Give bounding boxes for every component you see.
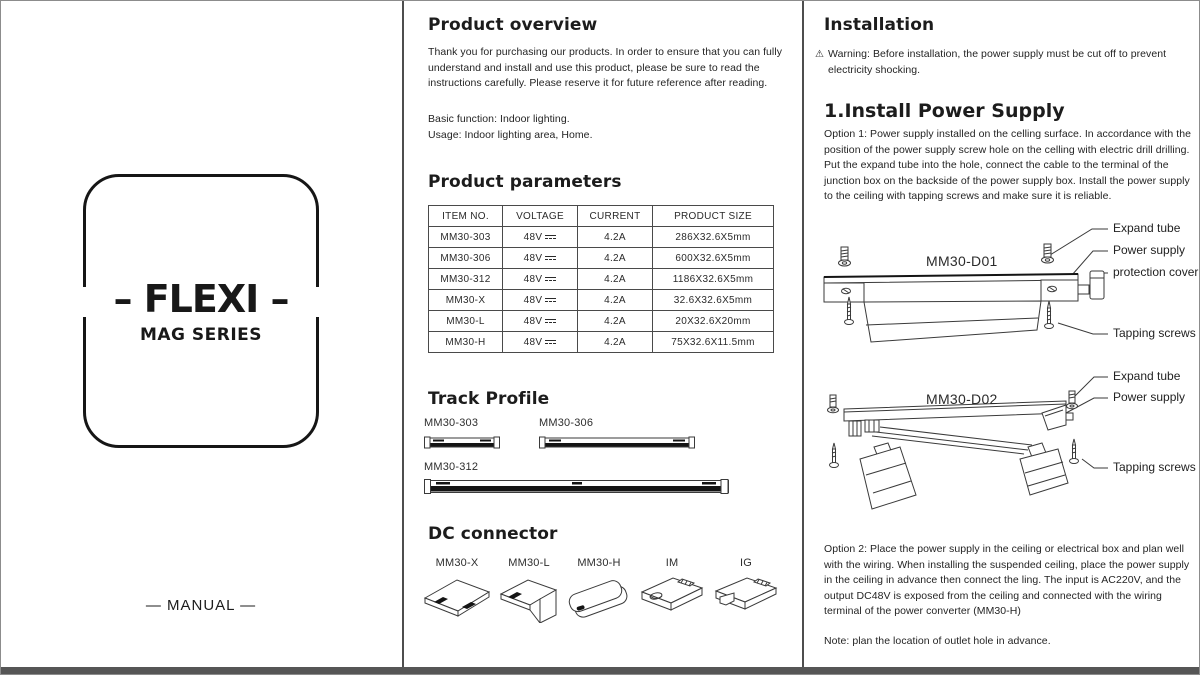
track-303-label: MM30-303 xyxy=(424,417,479,429)
warning-text: Warning: Before installation, the power supply must be cut off to prevent electricity shocking. xyxy=(828,48,1167,76)
col-header-current: CURRENT xyxy=(578,206,653,227)
cell-product-size: 32.6X32.6X5mm xyxy=(653,290,774,311)
cell-voltage xyxy=(503,248,578,269)
install-power-supply-title: 1.Install Power Supply xyxy=(824,100,1065,122)
cell-voltage xyxy=(503,227,578,248)
cell-current: 4.2A xyxy=(578,332,653,353)
expand-tube-label: Expand tube xyxy=(1113,369,1181,383)
protection-cover-label: protection cover xyxy=(1113,265,1199,279)
voltage-value: 48V xyxy=(523,231,543,243)
installation-title: Installation xyxy=(824,15,935,35)
dc-connector-label-im: IM xyxy=(665,557,679,569)
option1-paragraph: Option 1: Power supply installed on the celling surface. In accordance with the position of the power supply screw hole on the celling with electric drill drilling. Put the expand tube into the hole, connect the cable to the terminal of the junction box on the backside of the power supply box. Install the power supply to the ceiling with tapping screws and make sure it is reliable. xyxy=(824,128,1191,202)
cell-product-size: 20X32.6X20mm xyxy=(653,311,774,332)
expand-tube-label: Expand tube xyxy=(1113,221,1181,235)
warning-icon: ⚠ xyxy=(815,49,825,60)
table-row xyxy=(429,269,774,290)
track-profile-title: Track Profile xyxy=(428,389,550,409)
dc-symbol-icon xyxy=(545,339,556,346)
table-header-row xyxy=(429,206,774,227)
power-supply-label: Power supply xyxy=(1113,243,1186,257)
dc-connector-label-mm30-x: MM30-X xyxy=(435,557,479,569)
page-bottom-bar xyxy=(1,667,1199,674)
cell-current: 4.2A xyxy=(578,227,653,248)
dc-connector-label-mm30-l: MM30-L xyxy=(508,557,550,569)
product-overview-intro: Thank you for purchasing our products. In order to ensure that you can fully understand and install and use this product, please be sure to read the instructions carefully. Please reserve it for future reference after reading. xyxy=(428,46,782,89)
cell-current: 4.2A xyxy=(578,248,653,269)
logo-frame xyxy=(83,174,319,448)
usage-line: Usage: Indoor lighting area, Home. xyxy=(428,129,593,141)
track-312-label: MM30-312 xyxy=(424,461,479,473)
table-row xyxy=(429,290,774,311)
cell-current: 4.2A xyxy=(578,311,653,332)
note-line: Note: plan the location of outlet hole in advance. xyxy=(824,635,1051,647)
dc-connector-mm30-x-drawing xyxy=(422,571,492,621)
cell-voltage xyxy=(503,311,578,332)
product-parameters-table xyxy=(428,205,774,353)
dc-connector-title: DC connector xyxy=(428,524,558,544)
voltage-value: 48V xyxy=(523,294,543,306)
table-row xyxy=(429,311,774,332)
voltage-value: 48V xyxy=(523,273,543,285)
table-row xyxy=(429,227,774,248)
cell-current: 4.2A xyxy=(578,290,653,311)
dc-connector-mm30-h-drawing xyxy=(564,569,634,621)
model-label-mm30-d02: MM30-D02 xyxy=(926,391,998,407)
table-row xyxy=(429,248,774,269)
cell-item-no: MM30-H xyxy=(429,332,503,353)
cell-item-no: MM30-X xyxy=(429,290,503,311)
installation-warning xyxy=(815,47,1200,78)
dc-connector-label-mm30-h: MM30-H xyxy=(577,557,621,569)
track-306-label: MM30-306 xyxy=(539,417,594,429)
col-header-product-size: PRODUCT SIZE xyxy=(653,206,774,227)
cell-item-no: MM30-306 xyxy=(429,248,503,269)
cell-product-size: 1186X32.6X5mm xyxy=(653,269,774,290)
cell-product-size: 75X32.6X11.5mm xyxy=(653,332,774,353)
cell-voltage xyxy=(503,332,578,353)
dc-symbol-icon xyxy=(545,255,556,262)
col-header-item-no: ITEM NO. xyxy=(429,206,503,227)
option2-paragraph: Option 2: Place the power supply in the ceiling or electrical box and plan well with the wiring. When installing the suspended ceiling, place the power supply in the ceiling in advance then connect the ling. The input is AC220V, and the output DC48V is exposed from the ceiling and connected with the wiring terminal of the power converter (MM30-H) xyxy=(824,543,1190,617)
model-label-mm30-d01: MM30-D01 xyxy=(926,253,998,269)
dc-symbol-icon xyxy=(545,297,556,304)
mm30-d02-drawing xyxy=(816,363,1200,535)
diagram-mm30-d01 xyxy=(816,211,1200,361)
dc-symbol-icon xyxy=(545,318,556,325)
track-306-drawing xyxy=(539,435,695,450)
panel-divider-left xyxy=(402,1,404,667)
brand-series: MAG SERIES xyxy=(139,325,263,345)
tapping-screws-label: Tapping screws xyxy=(1113,460,1196,474)
cell-product-size: 600X32.6X5mm xyxy=(653,248,774,269)
cell-current: 4.2A xyxy=(578,269,653,290)
dc-symbol-icon xyxy=(545,276,556,283)
product-overview-title: Product overview xyxy=(428,15,598,35)
cell-voltage xyxy=(503,290,578,311)
manual-label: — MANUAL — xyxy=(145,597,257,614)
cell-voltage xyxy=(503,269,578,290)
cell-item-no: MM30-312 xyxy=(429,269,503,290)
product-parameters-title: Product parameters xyxy=(428,172,622,192)
track-312-drawing xyxy=(424,478,729,495)
col-header-voltage: VOLTAGE xyxy=(503,206,578,227)
tapping-screws-label: Tapping screws xyxy=(1113,326,1196,340)
dc-connector-label-ig: IG xyxy=(739,557,752,569)
dc-connector-im-drawing xyxy=(638,569,706,617)
track-303-drawing xyxy=(424,435,500,450)
cell-product-size: 286X32.6X5mm xyxy=(653,227,774,248)
diagram-mm30-d02 xyxy=(816,363,1200,535)
brand-logo: – FLEXI – xyxy=(113,277,289,321)
table-row xyxy=(429,332,774,353)
dc-connector-ig-drawing xyxy=(712,569,780,617)
power-supply-label: Power supply xyxy=(1113,390,1186,404)
cell-item-no: MM30-L xyxy=(429,311,503,332)
voltage-value: 48V xyxy=(523,336,543,348)
voltage-value: 48V xyxy=(523,252,543,264)
panel-divider-right xyxy=(802,1,804,667)
dc-symbol-icon xyxy=(545,234,556,241)
dc-connector-mm30-l-drawing xyxy=(498,571,560,623)
basic-function-line: Basic function: Indoor lighting. xyxy=(428,113,570,125)
cell-item-no: MM30-303 xyxy=(429,227,503,248)
voltage-value: 48V xyxy=(523,315,543,327)
